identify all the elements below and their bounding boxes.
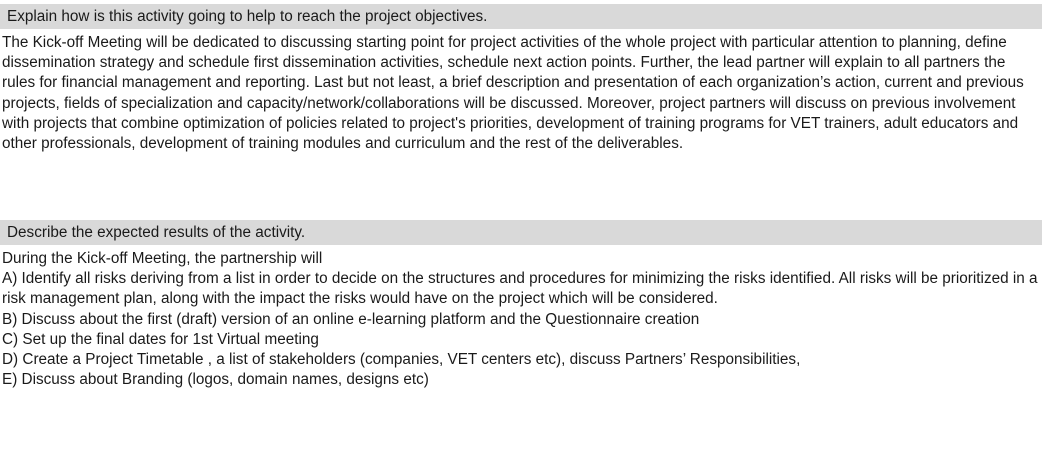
objectives-section: [0, 4, 1042, 154]
expected-result-item-b: B) Discuss about the first (draft) version of an online e-learning platform and the Questionnaire creation: [2, 310, 700, 328]
expected-results-answer: [0, 245, 1042, 390]
objectives-answer: [0, 29, 1042, 154]
expected-results-question-header: Describe the expected results of the activity.: [0, 220, 1042, 245]
expected-result-item-d: D) Create a Project Timetable , a list of stakeholders (companies, VET centers etc), discuss Partners’ Responsibilities,: [2, 351, 801, 369]
expected-results-section: [0, 220, 1042, 390]
expected-result-item-e: E) Discuss about Branding (logos, domain names, designs etc): [2, 371, 429, 389]
objectives-answer-text: The Kick-off Meeting will be dedicated to discussing starting point for project activities of the whole project with particular attention to planning, define dissemination strategy and schedule first dissemination activities, schedule next action points. Further, the lead partner will explain to all partners the rules for financial management and reporting. Last but not least, a brief description and presentation of each organization’s action, current and previous projects, fields of specialization and capacity/network/collaborations will be discussed. Moreover, project partners will discuss on previous involvement with projects that combine optimization of policies related to project's priorities, development of training programs for VET trainers, adult educators and other professionals, development of training modules and curriculum and the rest of the deliverables.: [2, 34, 1024, 153]
expected-results-intro: During the Kick-off Meeting, the partnership will: [2, 250, 323, 267]
expected-result-item-c: C) Set up the final dates for 1st Virtual meeting: [2, 330, 319, 348]
expected-result-item-a: A) Identify all risks deriving from a list in order to decide on the structures and procedures for minimizing the risks identified. All risks will be prioritized in a risk management plan, along with the impact the risks would have on the project which will be considered.: [2, 270, 1038, 308]
objectives-question-header: Explain how is this activity going to help to reach the project objectives.: [0, 4, 1042, 29]
